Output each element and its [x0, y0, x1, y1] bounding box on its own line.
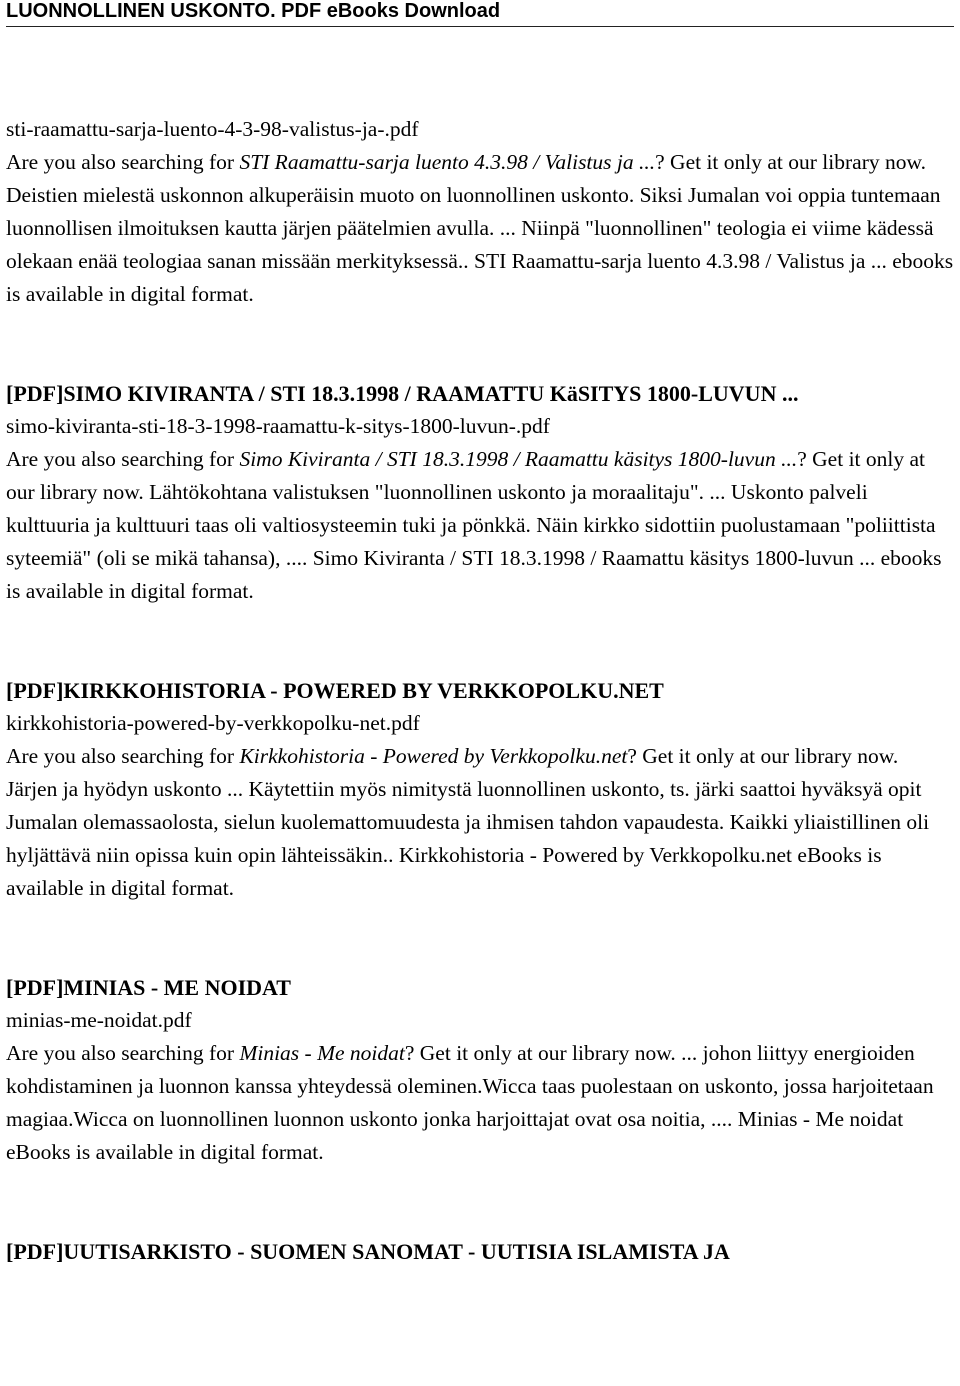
description-text: ? Get it only at our library now. Järjen ja hyödyn uskonto ... Käytettiin myös nimitystä luonnollinen uskonto, ts. järki saattoi hyväksyä opit Jumalan olemassaolosta, sielun kuolemattomuudesta ja ihmisen tahdon vapaudesta. Kaikki yliaistillinen oli hyljättävä niin opissa kuin opin lähteissäkin.. Kirkkohistoria - Powered by Verkkopolku.net eBooks is available in digital format.: [6, 744, 930, 900]
result-entry: [6, 674, 954, 905]
result-entry: [6, 1235, 954, 1268]
search-prefix: Are you also searching for: [6, 1041, 240, 1065]
search-prefix: Are you also searching for: [6, 150, 240, 174]
search-prefix: Are you also searching for: [6, 447, 240, 471]
search-title[interactable]: STI Raamattu-sarja luento 4.3.98 / Valistus ja ...: [239, 150, 656, 174]
description-text: ? Get it only at our library now. Deistien mielestä uskonnon alkuperäisin muoto on luonnollinen uskonto. Siksi Jumalan voi oppia tuntemaan luonnollisen ilmoituksen kautta järjen päätelmien avulla. ... Niinpä "luonnollinen" teologia ei viime kädessä olekaan enää teologiaa sanan missään merkityksessä.. STI Raamattu-sarja luento 4.3.98 / Valistus ja ... ebooks is available in digital format.: [6, 150, 954, 306]
description-text: ? Get it only at our library now. ... johon liittyy energioiden kohdistaminen ja luonnon kanssa yhteydessä oleminen.Wicca taas puolestaan on uskonto, jossa harjoitetaan magiaa.Wicca on luonnollinen luonnon uskonto jonka harjoittajat ovat osa noitia, .... Minias - Me noidat eBooks is available in digital format.: [6, 1041, 934, 1164]
results-list: [6, 113, 954, 1268]
header-title: LUONNOLLINEN USKONTO. PDF eBooks Download: [6, 0, 501, 22]
result-title[interactable]: [PDF]MINIAS - ME NOIDAT: [6, 975, 291, 1000]
page-header: [6, 0, 954, 27]
result-entry: [6, 377, 954, 608]
result-title[interactable]: [PDF]KIRKKOHISTORIA - POWERED BY VERKKOPOLKU.NET: [6, 678, 664, 703]
description-text: ? Get it only at our library now. Lähtökohtana valistuksen "luonnollinen uskonto ja moraalitaju". ... Uskonto palveli kulttuuria ja kulttuuri taas oli valtiosysteemin tuki ja pönkkä. Näin kirkko sidottiin puolustamaan "poliittista syteemiä" (oli se mikä tahansa), .... Simo Kiviranta / STI 18.3.1998 / Raamattu käsitys 1800-luvun ... ebooks is available in digital format.: [6, 447, 942, 603]
result-filename: minias-me-noidat.pdf: [6, 1008, 192, 1032]
result-filename: kirkkohistoria-powered-by-verkkopolku-net.pdf: [6, 711, 420, 735]
result-entry: [6, 113, 954, 311]
result-title[interactable]: [PDF]SIMO KIVIRANTA / STI 18.3.1998 / RAAMATTU KäSITYS 1800-LUVUN ...: [6, 381, 799, 406]
result-description: [6, 740, 954, 905]
result-filename: sti-raamattu-sarja-luento-4-3-98-valistus-ja-.pdf: [6, 117, 419, 141]
result-description: [6, 443, 954, 608]
result-description: [6, 1037, 954, 1169]
search-title[interactable]: Minias - Me noidat: [239, 1041, 405, 1065]
result-description: [6, 146, 954, 311]
result-entry: [6, 971, 954, 1169]
search-prefix: Are you also searching for: [6, 744, 240, 768]
search-title[interactable]: Kirkkohistoria - Powered by Verkkopolku.net: [239, 744, 628, 768]
search-title[interactable]: Simo Kiviranta / STI 18.3.1998 / Raamattu käsitys 1800-luvun ...: [239, 447, 798, 471]
result-title[interactable]: [PDF]UUTISARKISTO - SUOMEN SANOMAT - UUTISIA ISLAMISTA JA: [6, 1239, 730, 1264]
result-filename: simo-kiviranta-sti-18-3-1998-raamattu-k-sitys-1800-luvun-.pdf: [6, 414, 550, 438]
